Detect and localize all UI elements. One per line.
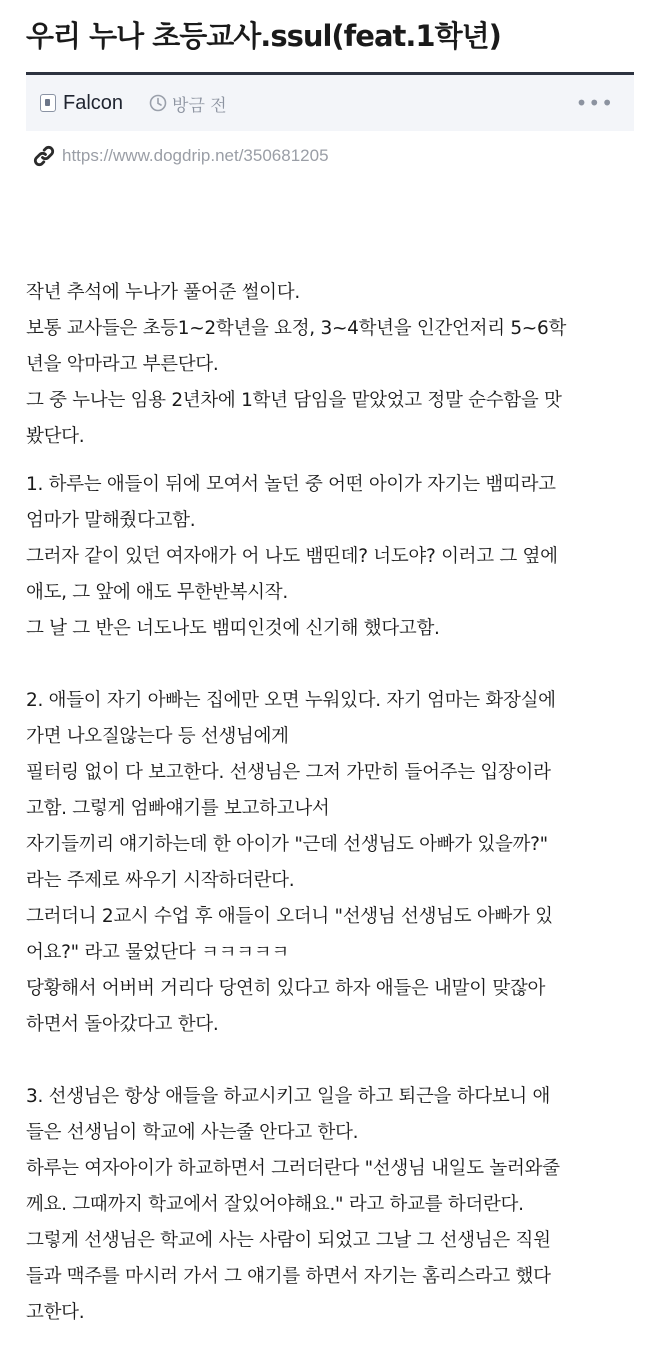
content-line: 그 중 누나는 임용 2년차에 1학년 담임을 맡았었고 정말 순수함을 맛 bbox=[26, 390, 562, 411]
link-icon bbox=[32, 144, 56, 168]
post-time: 방금 전 bbox=[172, 95, 227, 116]
post-meta-bar bbox=[26, 75, 634, 131]
author-level-icon bbox=[40, 94, 56, 112]
content-line: 그러더니 2교시 수업 후 애들이 오더니 "선생님 선생님도 아빠가 있 bbox=[26, 906, 553, 927]
content-line: 애도, 그 앞에 애도 무한반복시작. bbox=[26, 582, 288, 603]
content-line: 년을 악마라고 부른단다. bbox=[26, 354, 219, 375]
content-line: 들과 맥주를 마시러 가서 그 얘기를 하면서 자기는 홈리스라고 했다 bbox=[26, 1266, 551, 1287]
content-line: 라는 주제로 싸우기 시작하더란다. bbox=[26, 870, 295, 891]
content-line: 봤단다. bbox=[26, 426, 85, 447]
paragraph-gap bbox=[26, 647, 636, 683]
author-name[interactable]: Falcon bbox=[63, 91, 124, 114]
content-line: 당황해서 어버버 거리다 당연히 있다고 하자 애들은 내말이 맞잖아 bbox=[26, 978, 546, 999]
content-line: 가면 나오질않는다 등 선생님에게 bbox=[26, 726, 289, 747]
paragraph-gap bbox=[26, 455, 636, 467]
content-line: 고함. 그렇게 엄빠얘기를 보고하고나서 bbox=[26, 798, 330, 819]
content-line: 작년 추석에 누나가 풀어준 썰이다. bbox=[26, 282, 300, 303]
permalink-row[interactable] bbox=[32, 144, 329, 168]
content-line: 하루는 여자아이가 하교하면서 그러더란다 "선생님 내일도 놀러와줄 bbox=[26, 1158, 560, 1179]
content-line: 그렇게 선생님은 학교에 사는 사람이 되었고 그날 그 선생님은 직원 bbox=[26, 1230, 551, 1251]
content-line: 들은 선생님이 학교에 사는줄 안다고 한다. bbox=[26, 1122, 359, 1143]
content-line: 필터링 없이 다 보고한다. 선생님은 그저 가만히 들어주는 입장이라 bbox=[26, 762, 551, 783]
more-options-icon[interactable]: ••• bbox=[575, 91, 614, 115]
content-line: 그 날 그 반은 너도나도 뱀띠인것에 신기해 했다고함. bbox=[26, 618, 440, 639]
content-line: 께요. 그때까지 학교에서 잘있어야해요." 라고 하교를 하더란다. bbox=[26, 1194, 524, 1215]
post-content bbox=[26, 275, 636, 1331]
content-line: 하면서 돌아갔다고 한다. bbox=[26, 1014, 219, 1035]
content-line: 3. 선생님은 항상 애들을 하교시키고 일을 하고 퇴근을 하다보니 애 bbox=[26, 1086, 551, 1107]
content-line: 그러자 같이 있던 여자애가 어 나도 뱀띤데? 너도야? 이러고 그 옆에 bbox=[26, 546, 558, 567]
clock-icon bbox=[149, 94, 167, 112]
content-line: 엄마가 말해줬다고함. bbox=[26, 510, 196, 531]
content-line: 2. 애들이 자기 아빠는 집에만 오면 누워있다. 자기 엄마는 화장실에 bbox=[26, 690, 556, 711]
content-line: 어요?" 라고 물었단다 ㅋㅋㅋㅋㅋ bbox=[26, 942, 289, 963]
content-line: 보통 교사들은 초등1~2학년을 요정, 3~4학년을 인간언저리 5~6학 bbox=[26, 318, 567, 339]
post-title: 우리 누나 초등교사.ssul(feat.1학년) bbox=[26, 19, 501, 53]
permalink-url[interactable]: https://www.dogdrip.net/350681205 bbox=[62, 146, 329, 165]
paragraph-gap bbox=[26, 1043, 636, 1079]
content-line: 자기들끼리 얘기하는데 한 아이가 "근데 선생님도 아빠가 있을까?" bbox=[26, 834, 548, 855]
content-line: 고한다. bbox=[26, 1302, 85, 1323]
content-line: 1. 하루는 애들이 뒤에 모여서 놀던 중 어떤 아이가 자기는 뱀띠라고 bbox=[26, 474, 556, 495]
